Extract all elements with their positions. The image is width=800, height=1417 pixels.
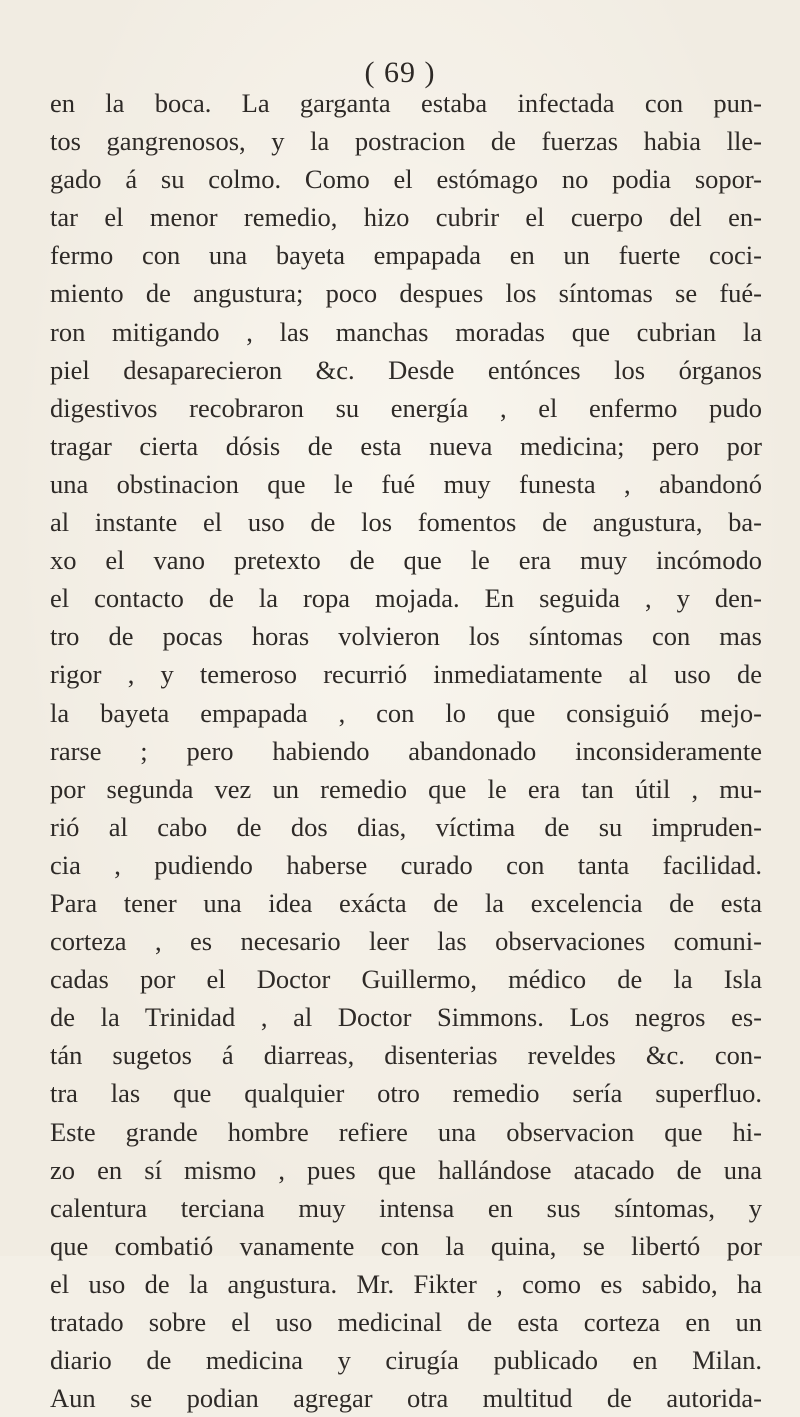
- text-line: el contacto de la ropa mojada. En seguida , y den-: [50, 583, 762, 614]
- text-line: cia , pudiendo haberse curado con tanta facilidad.: [50, 849, 762, 880]
- text-line: en la boca. La garganta estaba infectada con pun-: [50, 88, 762, 118]
- text-line: rigor , y temeroso recurrió inmediatamente al uso de: [50, 659, 762, 690]
- text-line: tro de pocas horas volvieron los síntomas con mas: [50, 621, 762, 652]
- text-line: Para tener una idea exácta de la excelencia de esta: [50, 887, 762, 918]
- text-line: al instante el uso de los fomentos de angustura, ba-: [50, 507, 762, 538]
- text-line: tra las que qualquier otro remedio sería superfluo.: [50, 1078, 762, 1109]
- page-number: ( 69 ): [364, 56, 436, 89]
- text-line: digestivos recobraron su energía , el enfermo pudo: [50, 392, 762, 423]
- text-line: xo el vano pretexto de que le era muy incómodo: [50, 545, 762, 576]
- text-line: tratado sobre el uso medicinal de esta corteza en un: [50, 1307, 762, 1337]
- text-line: cadas por el Doctor Guillermo, médico de la Isla: [50, 964, 762, 995]
- text-line: piel desaparecieron &c. Desde entónces los órganos: [50, 354, 762, 385]
- text-line: que combatió vanamente con la quina, se libertó por: [50, 1230, 762, 1261]
- text-line: Este grande hombre refiere una observacion que hi-: [50, 1116, 762, 1147]
- text-line: Aun se podian agregar otra multitud de autorida-: [50, 1383, 762, 1414]
- text-line: el uso de la angustura. Mr. Fikter , como es sabido, ha: [50, 1268, 762, 1299]
- text-line: tragar cierta dósis de esta nueva medicina; pero por: [50, 430, 762, 461]
- text-line: la bayeta empapada , con lo que consiguió mejo-: [50, 697, 762, 728]
- text-line: zo en sí mismo , pues que hallándose atacado de una: [50, 1154, 762, 1185]
- text-line: por segunda vez un remedio que le era tan útil , mu-: [50, 773, 762, 804]
- text-line: tar el menor remedio, hizo cubrir el cuerpo del en-: [50, 202, 762, 233]
- text-line: una obstinacion que le fué muy funesta , abandonó: [50, 468, 762, 499]
- text-line: rió al cabo de dos dias, víctima de su impruden-: [50, 811, 762, 842]
- text-line: gado á su colmo. Como el estómago no podia sopor-: [50, 164, 762, 195]
- text-line: de la Trinidad , al Doctor Simmons. Los negros es-: [50, 1002, 762, 1033]
- text-line: tán sugetos á diarreas, disenterias reveldes &c. con-: [50, 1040, 762, 1071]
- body-text: [50, 84, 762, 1417]
- text-line: calentura terciana muy intensa en sus síntomas, y: [50, 1192, 762, 1223]
- text-line: rarse ; pero habiendo abandonado inconsideramente: [50, 735, 762, 766]
- text-line: corteza , es necesario leer las observaciones comuni-: [50, 926, 762, 957]
- text-line: miento de angustura; poco despues los síntomas se fué-: [50, 278, 762, 309]
- text-line: ron mitigando , las manchas moradas que cubrian la: [50, 316, 762, 347]
- text-line: tos gangrenosos, y la postracion de fuerzas habia lle-: [50, 126, 762, 157]
- text-line: diario de medicina y cirugía publicado en Milan.: [50, 1345, 762, 1376]
- text-line: fermo con una bayeta empapada en un fuerte coci-: [50, 240, 762, 271]
